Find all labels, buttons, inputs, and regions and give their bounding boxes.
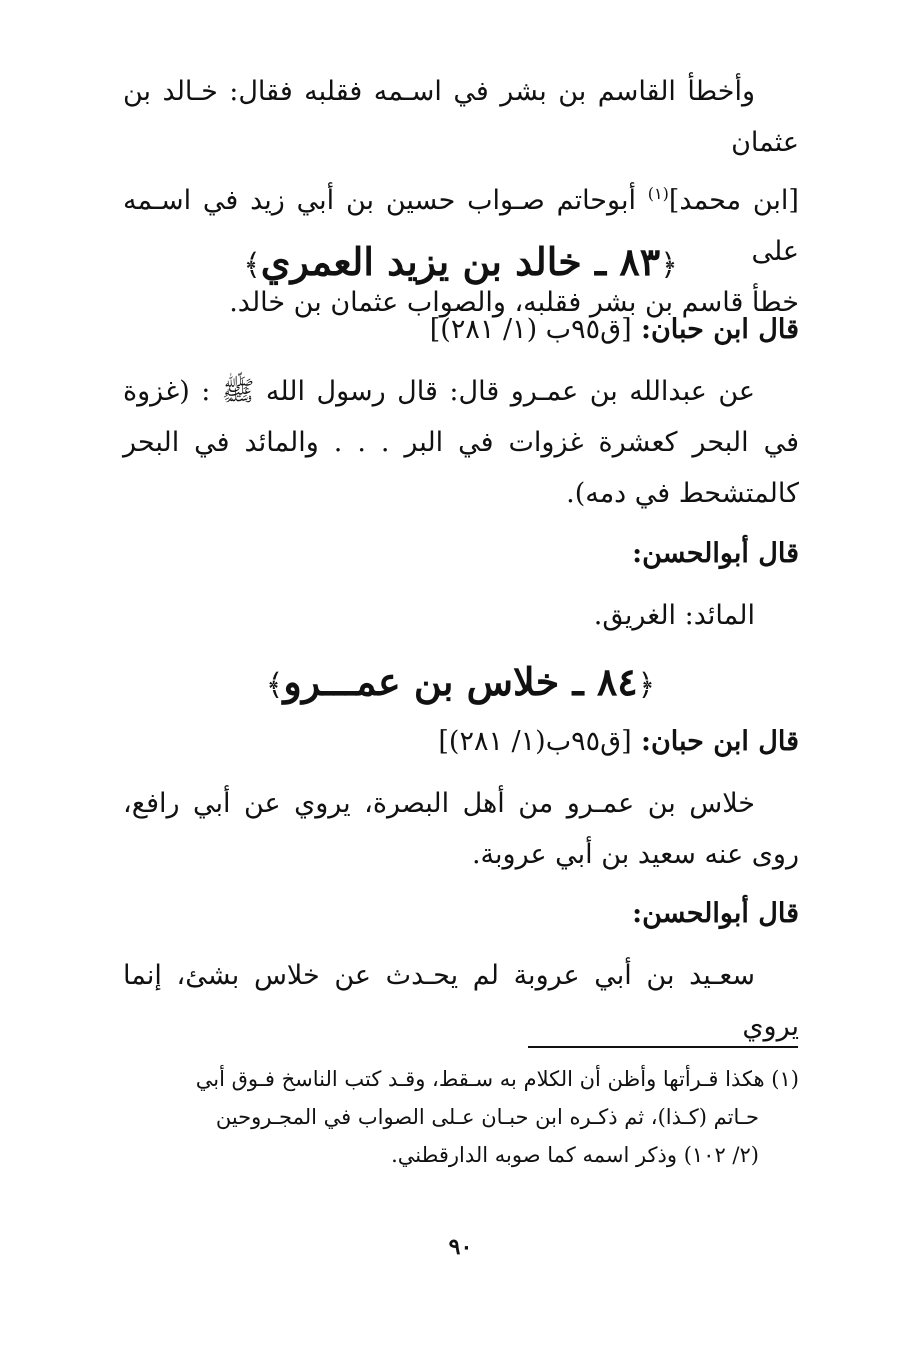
hadith-text: عن عبدالله بن عمـرو قال: قال رسول الله ﷺ : (غزوة في البحر كعشرة غزوات في البر . . . والمائد في البحر كالمتشحط في دمه). bbox=[123, 376, 799, 509]
entry-heading-83 bbox=[0, 232, 921, 296]
footnote-line1: (١) هكذا قـرأتها وأظن أن الكلام به سـقط، وقـد كتب الناسخ فـوق أبي bbox=[195, 1067, 799, 1091]
source-reference: [ق٩٥ب(١/ ٢٨١)] bbox=[438, 726, 632, 757]
speaker-label-ibn-hibban-2 bbox=[123, 718, 799, 766]
source-reference: [ق٩٥ب (١/ ٢٨١)] bbox=[429, 314, 632, 345]
khallas-text: خلاس بن عمـرو من أهل البصرة، يروي عن أبي رافع، روى عنه سعيد بن أبي عروبة. bbox=[123, 788, 799, 870]
hadith-paragraph bbox=[123, 366, 799, 519]
footnote-line3: (٢/ ١٠٢) وذكر اسمه كما صوبه الدارقطني. bbox=[391, 1143, 759, 1167]
speaker-label-ibn-hibban-1 bbox=[123, 306, 799, 354]
saeed-text: سعـيد بن أبي عروبة لم يحـدث عن خلاس بشئ، إنما يروي bbox=[123, 960, 799, 1042]
ornament-open: ﴿ bbox=[637, 668, 656, 703]
gloss-paragraph bbox=[123, 590, 799, 641]
footnote-marker: (١) bbox=[647, 184, 669, 203]
ornament-close: ﴾ bbox=[243, 248, 261, 283]
speaker: قال ابن حبان: bbox=[641, 314, 799, 345]
ornament-close: ﴾ bbox=[265, 668, 284, 703]
para1-line1: وأخطأ القاسم بن بشر في اسـمه فقلبه فقال: خـالد بن عثمان bbox=[123, 76, 799, 158]
entry-title-84: ٨٤ ـ خلاس بن عمـــرو bbox=[283, 659, 638, 704]
speaker: قال أبوالحسن: bbox=[632, 538, 799, 569]
para1-line3: خطأ قاسم بن بشر فقلبه، والصواب عثمان بن خالد. bbox=[229, 287, 799, 318]
bracket-insertion: [ابن محمد] bbox=[668, 185, 799, 216]
khallas-paragraph bbox=[123, 778, 799, 880]
speaker-label-abulhasan-1 bbox=[123, 530, 799, 578]
para1-line2-rest: أبوحاتم صـواب حسين بن أبي زيد في اسـمه على bbox=[123, 185, 799, 267]
footnote-line2: حـاتم (كـذا)، ثم ذكـره ابن حبـان عـلى الصواب في المجـروحين bbox=[215, 1105, 759, 1129]
speaker: قال ابن حبان: bbox=[641, 726, 799, 757]
footnote bbox=[123, 1060, 799, 1174]
footnote-separator bbox=[528, 1046, 798, 1048]
gloss-text: المائد: الغريق. bbox=[593, 600, 755, 631]
speaker-label-abulhasan-2 bbox=[123, 890, 799, 938]
speaker: قال أبوالحسن: bbox=[632, 898, 799, 929]
entry-title-83: ٨٣ ـ خالد بن يزيد العمري bbox=[260, 239, 661, 284]
page-number: ٩٠ bbox=[448, 1234, 473, 1260]
entry-heading-84 bbox=[0, 652, 921, 716]
saeed-paragraph bbox=[123, 950, 799, 1052]
ornament-open: ﴿ bbox=[660, 248, 678, 283]
